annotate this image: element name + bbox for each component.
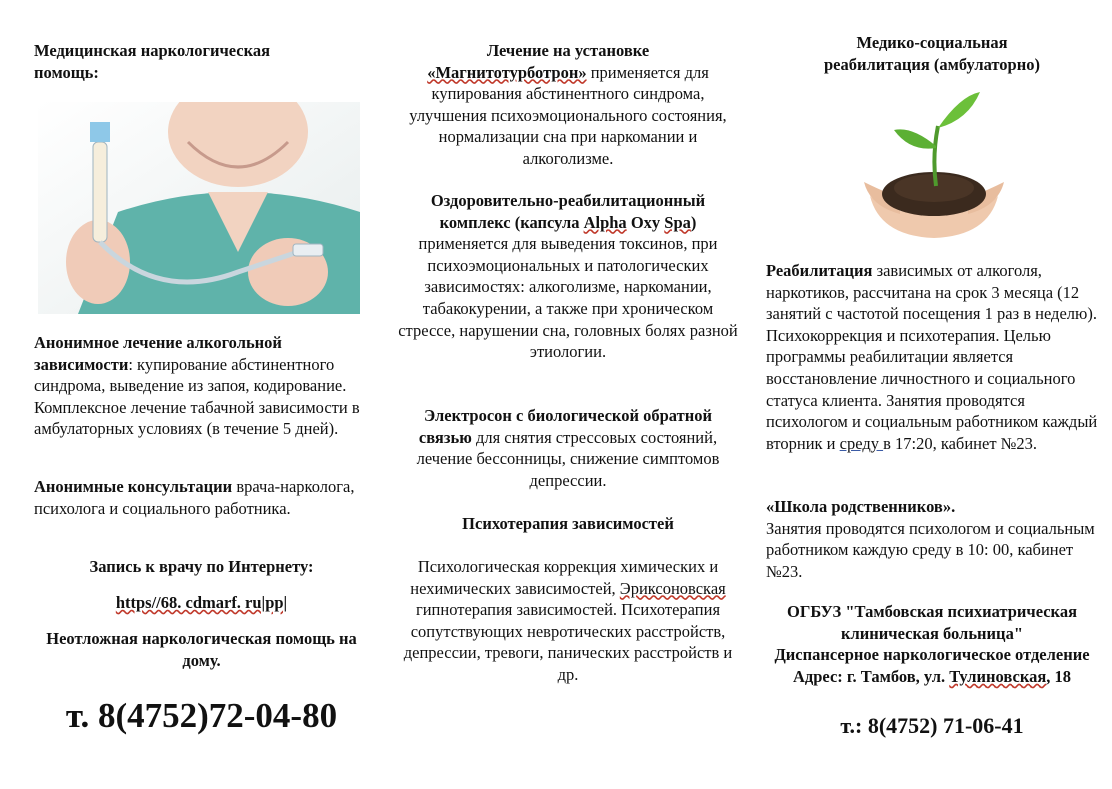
alpha-oxy-spa-block bbox=[398, 190, 738, 363]
consult-title: Анонимные консультации bbox=[34, 477, 233, 496]
consult-text: врача-нарколога, психолога и социального работника. bbox=[34, 477, 355, 518]
anon-treatment-title: Анонимное лечение алкогольной зависимости bbox=[34, 333, 282, 374]
appointment-url[interactable] bbox=[34, 592, 369, 614]
psychotherapy-block bbox=[398, 556, 738, 686]
section-title-rehab bbox=[766, 32, 1098, 75]
capsule-title: Оздоровительно-реабилитационный комплекс (капсула bbox=[430, 191, 706, 232]
relatives-school-block bbox=[766, 496, 1098, 582]
rehab-wednesday: среду bbox=[839, 433, 884, 453]
rehab-time: в 17:20, кабинет №23. bbox=[883, 433, 1038, 453]
capsule-spa: Spa bbox=[664, 212, 691, 232]
electrosleep-title: Электросон с биологической обратной связью bbox=[418, 406, 712, 447]
rehab-title-line1: Медико-социальная bbox=[856, 33, 1008, 52]
erickson-word: Эриксоновская bbox=[619, 578, 726, 598]
org-department: Диспансерное наркологическое отделение bbox=[774, 645, 1090, 665]
electrosleep-block bbox=[398, 405, 738, 491]
magneto-text: применяется для купирования абстинентного синдрома, улучшения психоэмоционального состояния, нормализации сна при наркомании и алкоголизме. bbox=[409, 62, 727, 168]
rehabilitation-block bbox=[766, 260, 1098, 454]
column-right bbox=[766, 0, 1098, 789]
magnetoturbotron-block bbox=[398, 40, 738, 170]
electrosleep-text: для снятия стрессовых состояний, лечение бессонницы, снижение симптомов депрессии. bbox=[416, 427, 720, 490]
section-title-medical: Медицинская наркологическая помощь: bbox=[34, 41, 271, 82]
appointment-url-text[interactable]: https//68. cdmarf. ru|pp| bbox=[115, 593, 288, 612]
column-left bbox=[34, 0, 369, 789]
plant-in-hands-photo bbox=[860, 86, 1008, 246]
anonymous-alcohol-treatment bbox=[34, 332, 369, 440]
rehab-word: Реабилитация bbox=[766, 261, 873, 280]
capsule-alpha: Alpha bbox=[583, 212, 627, 232]
urgent-home-help: Неотложная наркологическая помощь на дому. bbox=[46, 629, 357, 670]
rehab-text: зависимых от алкоголя, наркотиков, рассчитана на срок 3 месяца (12 занятий с частотой посещения 1 раз в неделю). Психокоррекция и психотерапия. Целью программы реабилитации является восстановление личностного и социального статуса клиента. Занятия проводятся психологом и социальным работником каждый вторник и bbox=[766, 261, 1098, 453]
relatives-school-text: Занятия проводятся психологом и социальным работником каждую среду в 10: 00, кабинет №23. bbox=[766, 518, 1095, 581]
capsule-close: ) bbox=[690, 212, 697, 232]
column-middle bbox=[398, 0, 738, 789]
capsule-oxy: Oxy bbox=[626, 212, 665, 232]
capsule-text: применяется для выведения токсинов, при психоэмоциональных и патологических зависимостях: алкоголизме, наркомании, табакокурении, а также при хроническом стрессе, нарушении сна, головных болях разной этиологии. bbox=[398, 234, 738, 362]
phone-number-left: т. 8(4752)72-04-80 bbox=[65, 696, 338, 735]
anon-treatment-text: : купирование абстинентного синдрома, выведение из запоя, кодирование. Комплексное лечение табачной зависимости в амбулаторных условиях (в течение 5 дней). bbox=[34, 354, 360, 439]
anonymous-consultations bbox=[34, 476, 369, 519]
address-number: , 18 bbox=[1046, 666, 1072, 686]
psychotherapy-text-2: гипнотерапия зависимостей. Психотерапия сопутствующих невротических расстройств, депрессии, тревоги, панических расстройств и др. bbox=[403, 600, 733, 684]
organization-info bbox=[766, 601, 1098, 687]
magneto-name: «Магнитотурботрон» bbox=[427, 62, 587, 82]
psychotherapy-heading: Психотерапия зависимостей bbox=[462, 514, 674, 533]
address-prefix: Адрес: г. Тамбов, ул. bbox=[792, 666, 950, 686]
relatives-school-title: «Школа родственников». bbox=[766, 497, 956, 516]
rehab-title-line2: реабилитация (амбулаторно) bbox=[824, 54, 1040, 74]
magneto-title: Лечение на установке bbox=[486, 41, 650, 60]
address-street: Тулиновская bbox=[949, 666, 1047, 686]
online-appointment-heading: Запись к врачу по Интернету: bbox=[89, 557, 314, 576]
psychotherapy-text-1: Психологическая коррекция химических и нехимических зависимостей, bbox=[410, 557, 719, 598]
nurse-photo bbox=[38, 102, 360, 314]
phone-number-right: т.: 8(4752) 71-06-41 bbox=[840, 713, 1024, 738]
org-name: ОГБУЗ "Тамбовская психиатрическая клиническая больница" bbox=[787, 602, 1077, 643]
